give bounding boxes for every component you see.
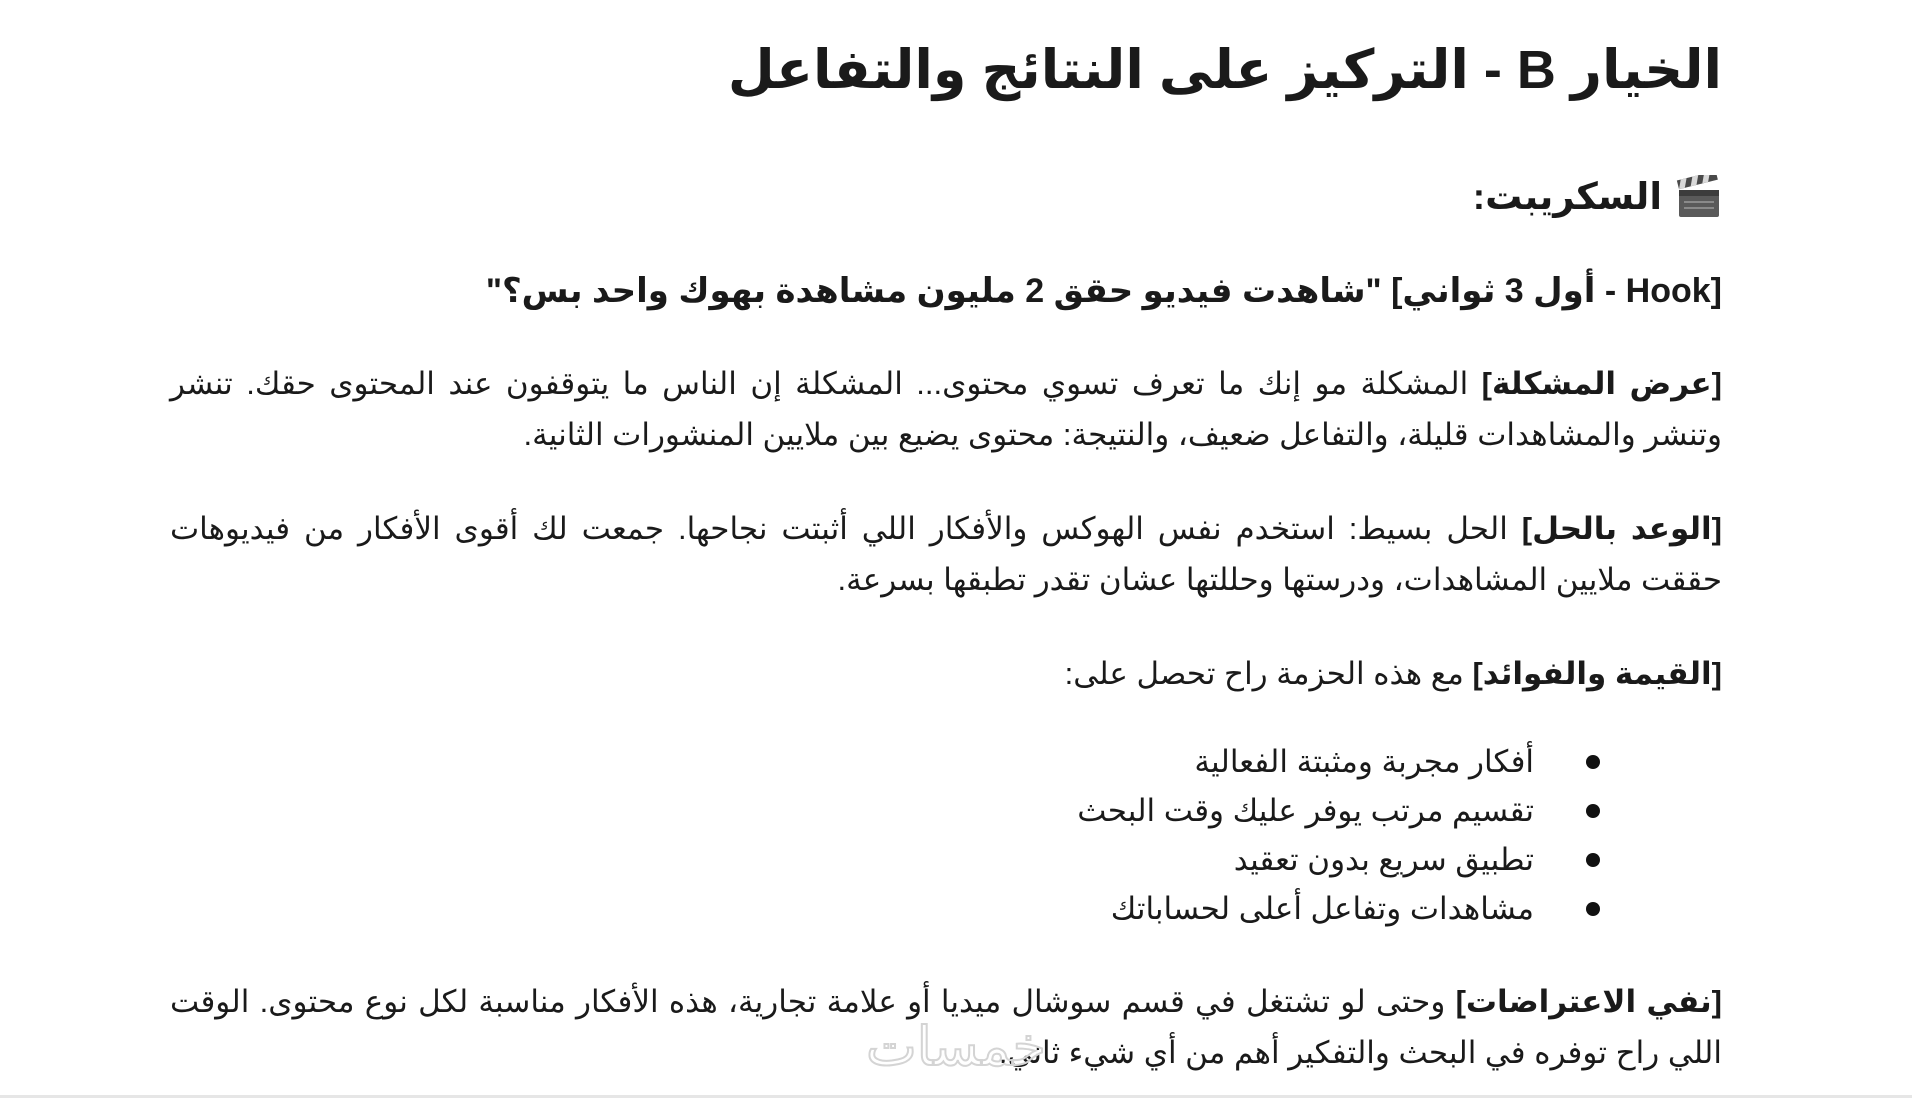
promise-tag: [الوعد بالحل]	[1521, 511, 1722, 546]
bullet-icon	[1586, 902, 1600, 916]
list-item	[170, 737, 1600, 786]
bullet-icon	[1586, 853, 1600, 867]
benefits-list	[170, 737, 1722, 933]
value-text: مع هذه الحزمة راح تحصل على:	[1064, 656, 1473, 691]
problem-tag: [عرض المشكلة]	[1481, 366, 1722, 401]
hook-line: [Hook - أول 3 ثواني] "شاهدت فيديو حقق 2 مليون مشاهدة بهوك واحد بس؟"	[485, 272, 1722, 310]
clapperboard-icon	[1676, 175, 1722, 219]
problem-text: المشكلة مو إنك ما تعرف تسوي محتوى... المشكلة إن الناس ما يتوقفون عند المحتوى حقك. تنشر وتنشر والمشاهدات قليلة، والتفاعل ضعيف، والنتيجة: محتوى يضيع بين ملايين المنشورات الثانية.	[170, 366, 1722, 452]
list-item	[170, 884, 1600, 933]
benefit-text: تقسيم مرتب يوفر عليك وقت البحث	[1077, 793, 1534, 828]
promise-paragraph	[170, 503, 1722, 605]
benefit-text: تطبيق سريع بدون تعقيد	[1233, 842, 1534, 877]
script-heading	[170, 173, 1722, 221]
objections-tag: [نفي الاعتراضات]	[1455, 984, 1722, 1019]
list-item	[170, 786, 1600, 835]
problem-paragraph	[170, 358, 1722, 460]
watermark-text: خمسات	[865, 1015, 1047, 1078]
watermark-logo	[838, 1015, 1074, 1079]
value-tag: [القيمة والفوائد]	[1472, 656, 1722, 691]
benefit-text: مشاهدات وتفاعل أعلى لحساباتك	[1110, 891, 1534, 926]
document-content	[170, 30, 1722, 1078]
script-heading-label: السكريبت:	[1472, 176, 1662, 217]
value-paragraph	[170, 648, 1722, 699]
page-title: الخيار B - التركيز على النتائج والتفاعل	[727, 40, 1722, 100]
bullet-icon	[1586, 755, 1600, 769]
bullet-icon	[1586, 804, 1600, 818]
promise-text: الحل بسيط: استخدم نفس الهوكس والأفكار اللي أثبتت نجاحها. جمعت لك أقوى الأفكار من فيديوهات حققت ملايين المشاهدات، ودرستها وحللتها عشان تقدر تطبقها بسرعة.	[170, 511, 1722, 597]
benefit-text: أفكار مجربة ومثبتة الفعالية	[1194, 744, 1534, 779]
list-item	[170, 835, 1600, 884]
objections-text: وحتى لو تشتغل في قسم سوشال ميديا أو علامة تجارية، هذه الأفكار مناسبة لكل نوع محتوى. الوقت اللي راح توفره في البحث والتفكير أهم من أي شيء ثاني.	[170, 984, 1722, 1070]
